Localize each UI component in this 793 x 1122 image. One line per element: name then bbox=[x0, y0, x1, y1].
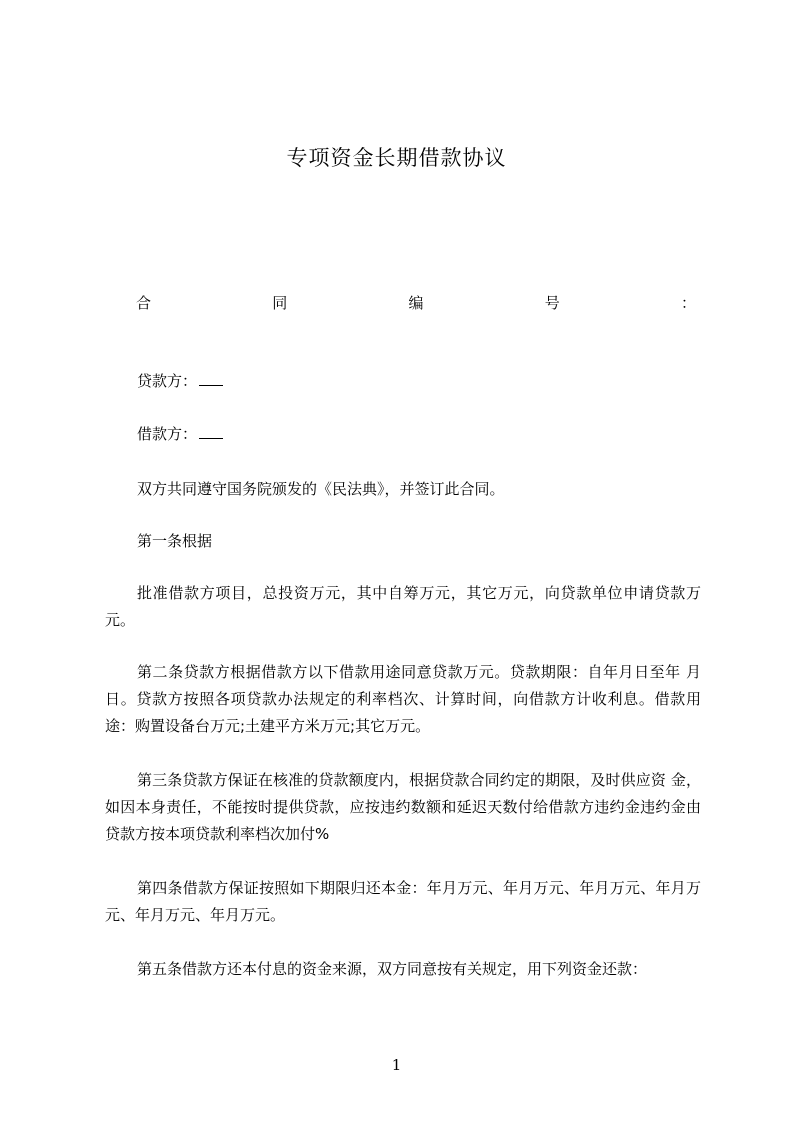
borrower-blank bbox=[199, 424, 223, 439]
lender-line bbox=[105, 368, 701, 395]
contract-number-char: 合 bbox=[136, 294, 152, 312]
borrower-label: 借款方： bbox=[137, 425, 198, 443]
article3-paragraph: 第三条贷款方保证在核准的贷款额度内，根据贷款合同约定的期限，及时供应资 金，如因本身责任，不能按时提供贷款，应按违约数额和延迟天数付给借款方违约金违约金由贷款方按本项贷款利率档次加付% bbox=[105, 771, 701, 843]
article1-heading: 第一条根据 bbox=[137, 532, 213, 550]
article4-paragraph: 第四条借款方保证按照如下期限归还本金：年月万元、年月万元、年月万元、年月万元、年月万元、年月万元。 bbox=[105, 879, 701, 924]
page-number: 1 bbox=[391, 1056, 402, 1074]
contract-number-line bbox=[136, 292, 696, 313]
contract-number-char: 编 bbox=[408, 294, 424, 312]
lender-label: 贷款方： bbox=[137, 372, 198, 390]
contract-number-char: ： bbox=[680, 294, 696, 312]
contract-number-char: 号 bbox=[544, 294, 560, 312]
article1-body: 批准借款方项目，总投资万元，其中自筹万元，其它万元，向贷款单位申请贷款万元。 bbox=[105, 584, 701, 629]
document-title: 专项资金长期借款协议 bbox=[286, 146, 507, 170]
article2-paragraph: 第二条贷款方根据借款方以下借款用途同意贷款万元。贷款期限：自年月日至年 月日。贷款方按照各项贷款办法规定的利率档次、计算时间，向借款方计收利息。借款用途：购置设备台万元;土建平方米万元;其它万元。 bbox=[105, 663, 701, 735]
lender-blank bbox=[199, 371, 223, 386]
borrower-line bbox=[105, 421, 701, 448]
article5-paragraph: 第五条借款方还本付息的资金来源，双方同意按有关规定，用下列资金还款： bbox=[137, 960, 648, 978]
intro-paragraph: 双方共同遵守国务院颁发的《民法典》，并签订此合同。 bbox=[137, 480, 505, 498]
contract-number-char: 同 bbox=[272, 294, 288, 312]
